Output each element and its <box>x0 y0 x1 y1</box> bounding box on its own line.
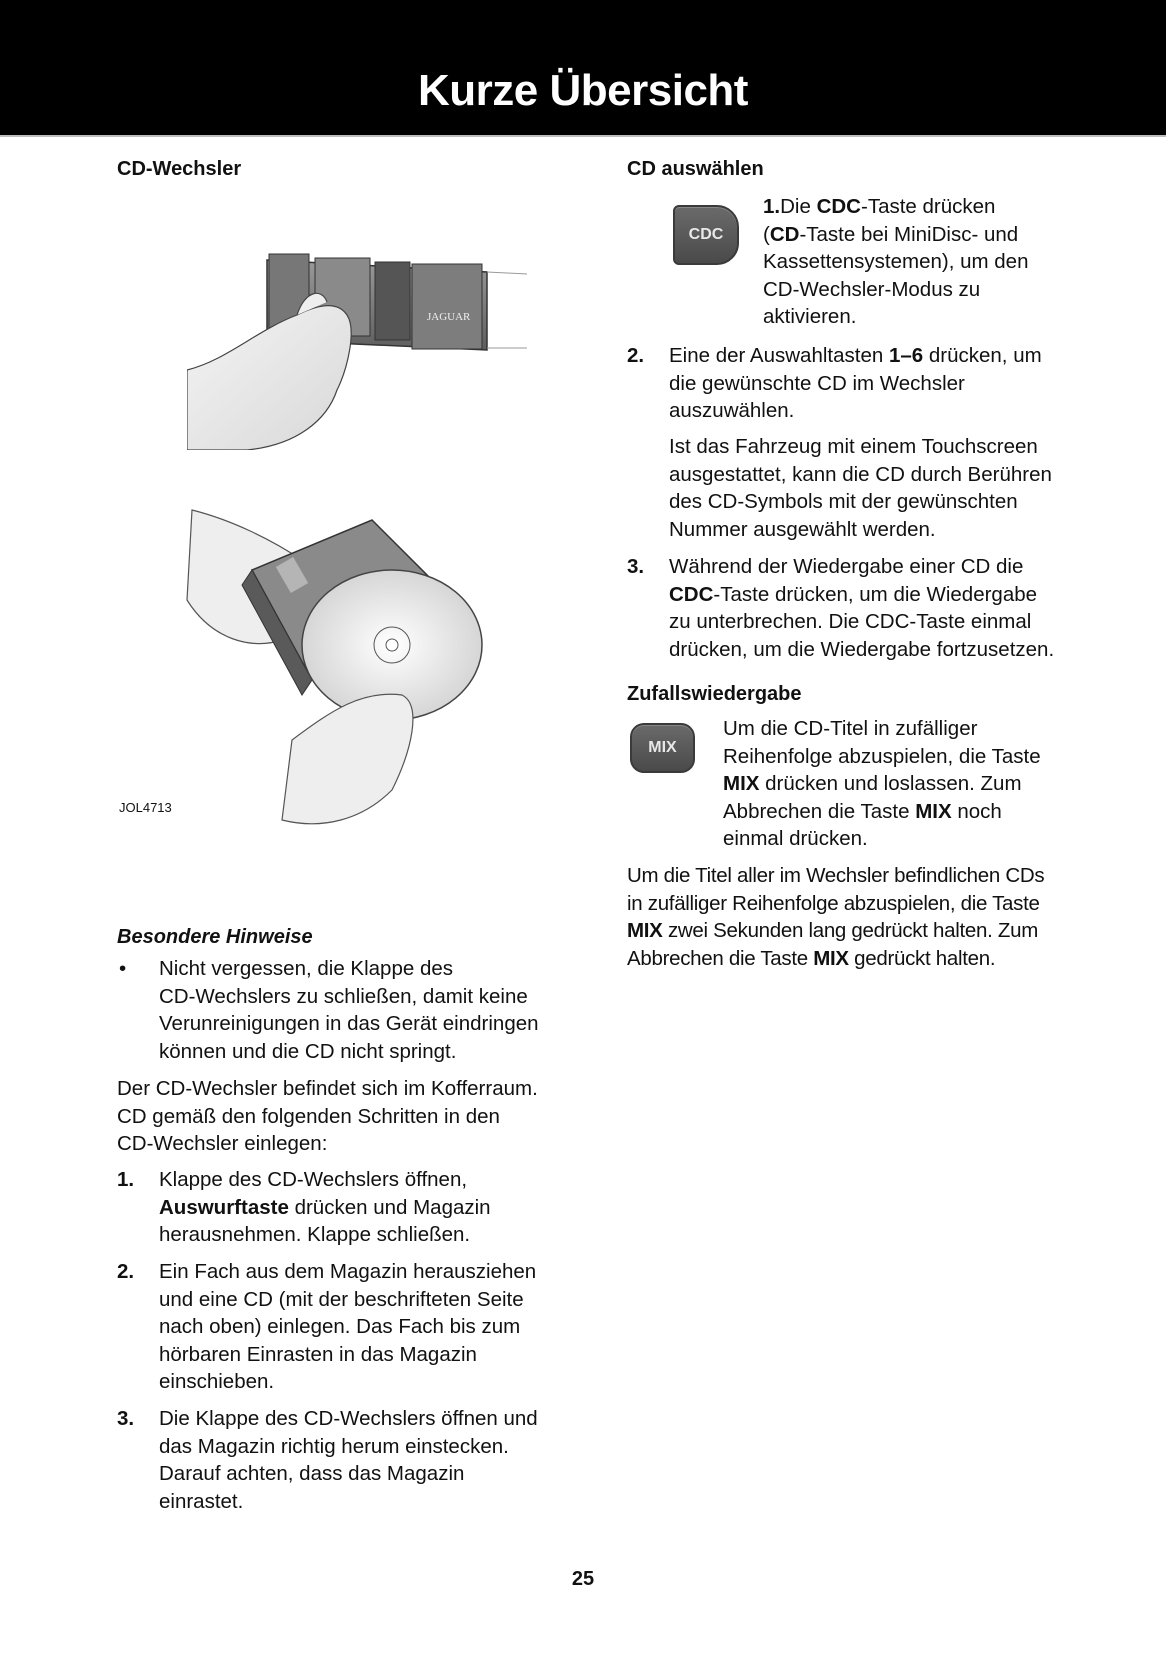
jaguar-logo: JAGUAR <box>427 311 471 323</box>
select-step-2-text: Eine der Auswahltasten 1–6 drücken, um die gewünschte CD im Wechsler auszuwählen. <box>669 344 1042 423</box>
section-title-select-cd: CD auswählen <box>627 158 764 180</box>
section-title-cd-changer: CD-Wechsler <box>117 158 242 180</box>
select-step-3-text: Während der Wiedergabe einer CD die CDC-Taste drücken, um die Wiedergabe zu unterbrechen. Die CDC-Taste einmal drücken, um die Wiedergabe fortzusetzen. <box>669 555 1055 661</box>
select-step-2-number: 2. <box>627 344 645 367</box>
section-title-random-play: Zufallswiedergabe <box>627 683 802 705</box>
all-random-text: Um die Titel aller im Wechsler befindlichen CDs in zufälliger Reihenfolge abzuspielen, die Taste MIX zwei Sekunden lang gedrückt halten. Zum Abbrechen die Taste MIX gedrückt halten. <box>627 864 1045 970</box>
step-1-text: Klappe des CD-Wechslers öffnen, Auswurftaste drücken und Magazin herausnehmen. Klappe schließen. <box>159 1168 491 1247</box>
header-bar <box>0 0 1166 137</box>
bullet-text: Nicht vergessen, die Klappe des CD-Wechslers zu schließen, damit keine Verunreinigungen in das Gerät eindringen können und die CD nicht springt. <box>159 957 539 1063</box>
intro-paragraph: Der CD-Wechsler befindet sich im Kofferraum. CD gemäß den folgenden Schritten in den CD-Wechsler einlegen: <box>117 1077 538 1156</box>
mix-button-icon: MIX <box>630 723 695 773</box>
step-2-number: 2. <box>117 1260 135 1283</box>
random-play-text: Um die CD-Titel in zufälliger Reihenfolge abzuspielen, die Taste MIX drücken und loslassen. Zum Abbrechen die Taste MIX noch einmal drücken. <box>723 717 1041 851</box>
cdc-button-icon: CDC <box>673 205 739 265</box>
step-1-number: 1. <box>117 1168 135 1191</box>
select-step-1-text: 1.Die CDC-Taste drücken (CD-Taste bei MiniDisc- und Kassettensystemen), um den CD-Wechsler-Modus zu aktivieren. <box>763 195 1029 329</box>
select-step-3-number: 3. <box>627 555 645 578</box>
notes-title: Besondere Hinweise <box>117 926 313 948</box>
page-number: 25 <box>571 1568 595 1590</box>
touchscreen-note: Ist das Fahrzeug mit einem Touchscreen ausgestattet, kann die CD durch Berühren des CD-Symbols mit der gewünschten Nummer ausgewählt werden. <box>669 435 1052 541</box>
cd-changer-flap-illustration <box>187 220 527 450</box>
figure-caption: JOL4713 <box>119 800 172 815</box>
step-3-number: 3. <box>117 1407 135 1430</box>
page-title: Kurze Übersicht <box>418 66 748 115</box>
step-3-text: Die Klappe des CD-Wechslers öffnen und das Magazin richtig herum einstecken. Darauf achten, dass das Magazin einrastet. <box>159 1407 538 1513</box>
bullet-icon: • <box>119 957 127 980</box>
cd-magazine-illustration <box>172 490 522 830</box>
step-2-text: Ein Fach aus dem Magazin herausziehen und eine CD (mit der beschrifteten Seite nach oben) einlegen. Das Fach bis zum hörbaren Einrasten in das Magazin einschieben. <box>159 1260 537 1394</box>
